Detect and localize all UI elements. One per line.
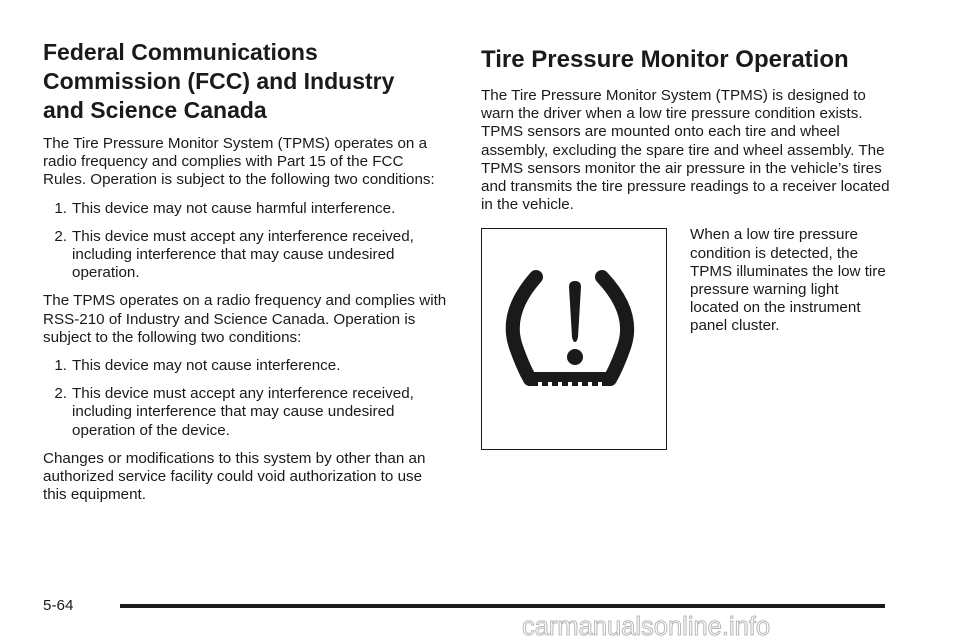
modifications-paragraph: Changes or modifications to this system by other than an authorized service facility could void authorization to use this equipment. [43, 449, 426, 504]
list-item [43, 385, 448, 440]
tpms-section-title: Tire Pressure Monitor Operation [481, 46, 849, 73]
list-item-number: 1. [54, 199, 67, 217]
fcc-intro-paragraph: The Tire Pressure Monitor System (TPMS) operates on a radio frequency and complies with Part 15 of the FCC Rules. Operation is subject to the following two conditions: [43, 135, 435, 189]
list-item-text: This device must accept any interference received, including interference that may cause undesired operation. [72, 227, 414, 282]
list-item [43, 228, 448, 283]
list-item [43, 200, 448, 218]
fcc-section-title: Federal Communications Commission (FCC) and Industry and Science Canada [43, 39, 395, 123]
figure-row [481, 226, 901, 456]
tire-pressure-warning-icon [482, 229, 668, 451]
rss-conditions-list [43, 357, 448, 440]
fcc-conditions-list [43, 200, 448, 283]
rss-paragraph: The TPMS operates on a radio frequency and complies with RSS-210 of Industry and Science Canada. Operation is subject to the following two conditions: [43, 292, 447, 346]
list-item-number: 2. [54, 385, 67, 403]
list-item-number: 2. [54, 227, 67, 245]
list-item-text: This device may not cause interference. [72, 357, 341, 375]
list-item-text: This device may not cause harmful interference. [72, 199, 396, 217]
watermark: carmanualsonline.info [522, 613, 771, 641]
list-item-text: This device must accept any interference received, including interference that may cause undesired operation of the device. [72, 385, 414, 439]
figure-box [481, 228, 667, 450]
left-column [43, 38, 448, 514]
page-number: 5-64 [43, 597, 74, 614]
tpms-description-paragraph: The Tire Pressure Monitor System (TPMS) is designed to warn the driver when a low tire pressure condition exists. TPMS sensors are mounted onto each tire and wheel assembly, excluding the spare tire and wheel assembly. The TPMS sensors monitor the air pressure in the vehicle’s tires and transmits the tire pressure readings to a receiver located in the vehicle. [481, 87, 890, 214]
list-item [43, 357, 448, 375]
list-item-number: 1. [54, 357, 67, 375]
right-column [481, 38, 901, 456]
warning-light-paragraph: When a low tire pressure condition is detected, the TPMS illuminates the low tire pressure warning light located on the instrument panel cluster. [690, 226, 886, 335]
footer-rule [120, 604, 885, 608]
